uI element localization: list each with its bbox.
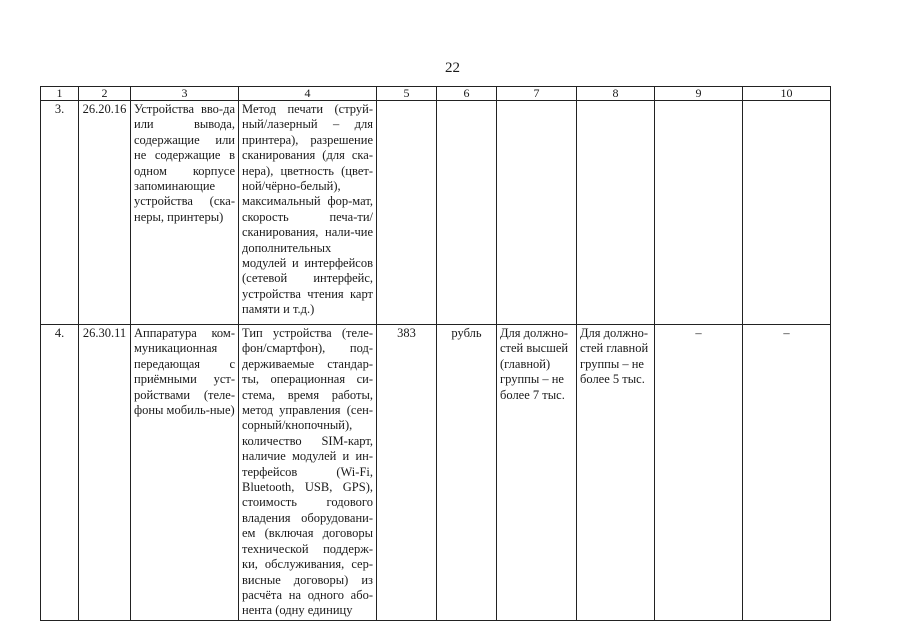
col9-value: [655, 101, 743, 325]
item-characteristics-text: Тип устройства (теле-фон/смартфон), под-держиваемые стандар-ты, операционная си-стема, время работы, метод управления (сен-сорный/кнопочный), количество SIM-карт, наличие модулей и ин-терфейсов (Wi-Fi, Bluetooth, USB, GPS), стоимость годового владения оборудовани-ем (включая договоры технической поддерж-ки, обслуживания, сер-висные договоры) из расчёта на одного або-нента (одну единицу: [242, 326, 373, 618]
table-row: [41, 325, 831, 621]
col6-value: [437, 101, 497, 325]
header-cell: 4: [239, 87, 377, 101]
header-cell: 2: [79, 87, 131, 101]
okpd-code: 26.20.16: [79, 101, 131, 325]
page-number: 22: [445, 60, 460, 76]
header-cell: 5: [377, 87, 437, 101]
item-characteristics: Метод печати (струй-ный/лазерный – для принтера), разрешение сканирования (для ска-нера), цветность (цвет-ной/чёрно-белый), максимальный фор-мат, скорость печа-ти/сканирования, нали-чие дополнительных модулей и интерфейсов (сетевой интерфейс, устройства чтения карт памяти и т.д.): [239, 101, 377, 325]
header-cell: 1: [41, 87, 79, 101]
col10-value: [743, 101, 831, 325]
col7-value: Для должно-стей высшей (главной) группы – не более 7 тыс.: [497, 325, 577, 621]
col8-value: Для должно-стей главной группы – не более 5 тыс.: [577, 325, 655, 621]
item-name: Аппаратура ком-муникационная передающая с приёмными уст-ройствами (теле-фоны мобиль-ные): [131, 325, 239, 621]
table-row: [41, 101, 831, 325]
header-cell: 9: [655, 87, 743, 101]
col10-value: –: [743, 325, 831, 621]
okpd-code: 26.30.11: [79, 325, 131, 621]
col9-value: –: [655, 325, 743, 621]
header-cell: 7: [497, 87, 577, 101]
row-number: 4.: [41, 325, 79, 621]
col6-value: рубль: [437, 325, 497, 621]
row-number: 3.: [41, 101, 79, 325]
header-cell: 10: [743, 87, 831, 101]
header-cell: 3: [131, 87, 239, 101]
header-row: [41, 87, 831, 101]
col5-value: 383: [377, 325, 437, 621]
header-cell: 6: [437, 87, 497, 101]
item-name: [131, 101, 239, 325]
header-cell: 8: [577, 87, 655, 101]
procurement-table: [40, 86, 831, 621]
item-characteristics: [239, 325, 377, 621]
col8-value: [577, 101, 655, 325]
col7-value: [497, 101, 577, 325]
col5-value: [377, 101, 437, 325]
item-name-text: Устройства вво-да или вывода, содержащие или не содержащие в одном корпусе запоминающие устройства (ска-неры, принтеры): [134, 102, 235, 224]
